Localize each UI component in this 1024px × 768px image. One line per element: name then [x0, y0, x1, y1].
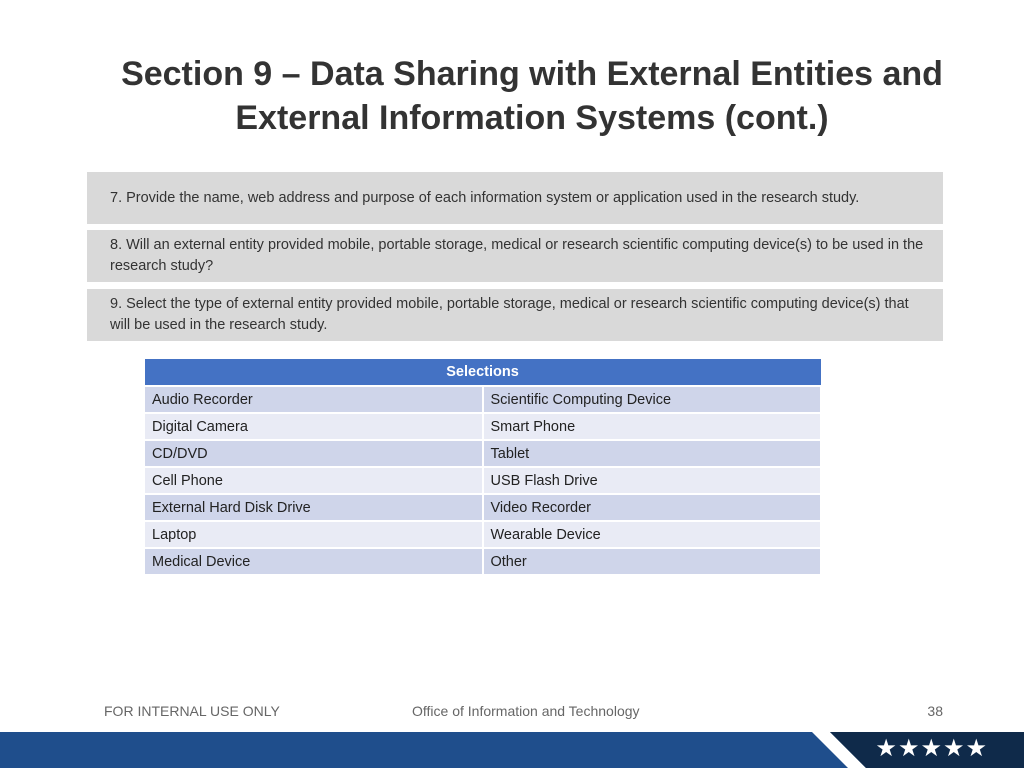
slide-title-line-2: External Information Systems (cont.) [235, 99, 829, 137]
table-cell: Tablet [483, 440, 822, 467]
table-cell: CD/DVD [144, 440, 483, 467]
table-header: Selections [144, 359, 821, 387]
question-9-text: 9. Select the type of external entity provided mobile, portable storage, medical or research scientific computing device(s) that will be used in the research study. [110, 296, 909, 333]
table-cell: Laptop [144, 521, 483, 548]
selections-table [143, 358, 822, 576]
footer-classification: FOR INTERNAL USE ONLY [104, 703, 280, 719]
table-row [144, 521, 821, 548]
question-8-text: 8. Will an external entity provided mobile, portable storage, medical or research scientific computing device(s) to be used in the research study? [110, 237, 924, 274]
question-9-box [87, 289, 943, 341]
table-cell: Medical Device [144, 548, 483, 575]
stars-icon: ★★★★★ [875, 735, 988, 762]
slide-title [60, 52, 1004, 140]
table-cell: Wearable Device [483, 521, 822, 548]
table-cell: USB Flash Drive [483, 467, 822, 494]
table-row [144, 440, 821, 467]
table-row [144, 467, 821, 494]
table-cell: Smart Phone [483, 413, 822, 440]
footer-office: Office of Information and Technology [412, 703, 640, 719]
slide-title-line-1: Section 9 – Data Sharing with External Entities and [121, 55, 943, 93]
table-cell: Digital Camera [144, 413, 483, 440]
page-number: 38 [927, 703, 943, 719]
table-row [144, 413, 821, 440]
table-row [144, 494, 821, 521]
question-8-box [87, 230, 943, 282]
table-row [144, 386, 821, 413]
table-cell: Cell Phone [144, 467, 483, 494]
table-cell: Video Recorder [483, 494, 822, 521]
question-7-text: 7. Provide the name, web address and purpose of each information system or application used in the research study. [110, 189, 860, 206]
table-cell: External Hard Disk Drive [144, 494, 483, 521]
footer-banner [0, 732, 1024, 768]
table-header-row [144, 359, 821, 387]
table-cell: Scientific Computing Device [483, 386, 822, 413]
table-row [144, 548, 821, 575]
question-7-box [87, 172, 943, 224]
table-cell: Other [483, 548, 822, 575]
table-cell: Audio Recorder [144, 386, 483, 413]
